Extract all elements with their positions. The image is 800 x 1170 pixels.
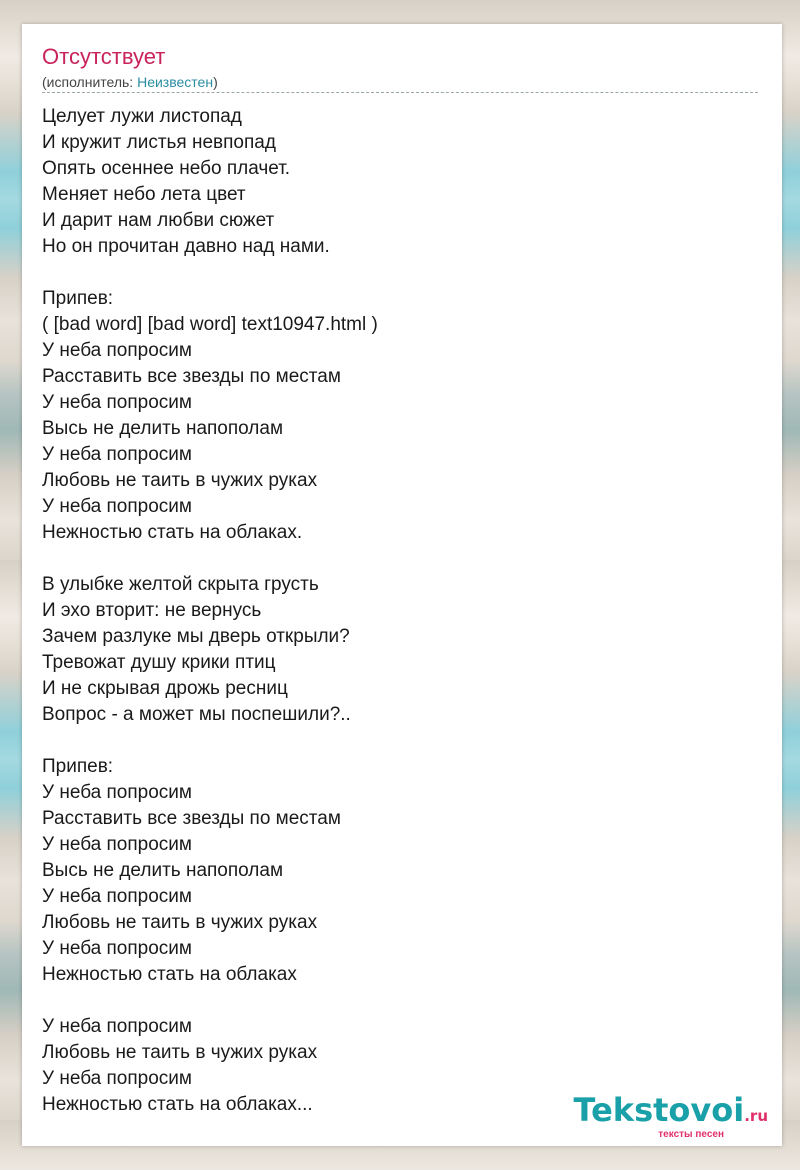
lyric-line: Расставить все звезды по местам [42,808,341,829]
logo-wordmark [574,1093,768,1133]
lyric-line: У неба попросим [42,340,192,361]
lyric-line: У неба попросим [42,1016,192,1037]
logo-name: Tekstovoi [573,1091,745,1129]
artist-line [42,74,218,90]
lyric-line: В улыбке желтой скрыта грусть [42,574,319,595]
lyric-line: Любовь не таить в чужих руках [42,470,318,491]
artist-link[interactable]: Неизвестен [137,74,214,90]
lyric-line: Тревожат душу крики птиц [42,652,276,673]
lyric-line: У неба попросим [42,496,192,517]
lyric-line: И кружит листья невпопад [42,132,276,153]
artist-suffix: ) [213,74,218,90]
site-logo[interactable] [574,1093,768,1140]
lyric-line: Припев: [42,288,114,309]
lyric-line: У неба попросим [42,392,192,413]
lyric-line: И дарит нам любви сюжет [42,210,275,231]
lyric-line: Высь не делить напополам [42,860,284,881]
lyrics-card [22,24,782,1146]
lyric-line: У неба попросим [42,938,192,959]
lyric-line: У неба попросим [42,834,192,855]
logo-tagline: тексты песен [658,1129,724,1140]
lyric-line: Нежностью стать на облаках. [42,522,303,543]
logo-tld: .ru [744,1107,768,1125]
stanza-break [42,988,758,1014]
stanza-break [42,260,758,286]
lyric-line: ( [bad word] [bad word] text10947.html ) [42,314,378,335]
lyric-line: Вопрос - а может мы поспешили?.. [42,704,351,725]
song-title: Отсутствует [42,44,166,69]
lyric-line: Припев: [42,756,114,777]
lyric-line: У неба попросим [42,444,192,465]
artist-prefix: (исполнитель: [42,74,138,90]
lyric-line: Но он прочитан давно над нами. [42,236,330,257]
lyric-line: Нежностью стать на облаках... [42,1094,313,1115]
lyric-line: Любовь не таить в чужих руках [42,1042,318,1063]
lyric-line: Любовь не таить в чужих руках [42,912,318,933]
lyric-line: У неба попросим [42,782,192,803]
lyric-line: Нежностью стать на облаках [42,964,297,985]
stanza-break [42,728,758,754]
title-divider [42,92,758,93]
lyric-line: И не скрывая дрожь ресниц [42,678,288,699]
lyric-line: Расставить все звезды по местам [42,366,341,387]
lyric-line: И эхо вторит: не вернусь [42,600,262,621]
lyric-line: Зачем разлуке мы дверь открыли? [42,626,350,647]
lyrics-text [42,104,758,1118]
stanza-break [42,546,758,572]
lyric-line: Высь не делить напополам [42,418,284,439]
lyric-line: У неба попросим [42,1068,192,1089]
lyric-line: Опять осеннее небо плачет. [42,158,291,179]
lyric-line: Меняет небо лета цвет [42,184,246,205]
lyric-line: У неба попросим [42,886,192,907]
lyric-line: Целует лужи листопад [42,106,242,127]
